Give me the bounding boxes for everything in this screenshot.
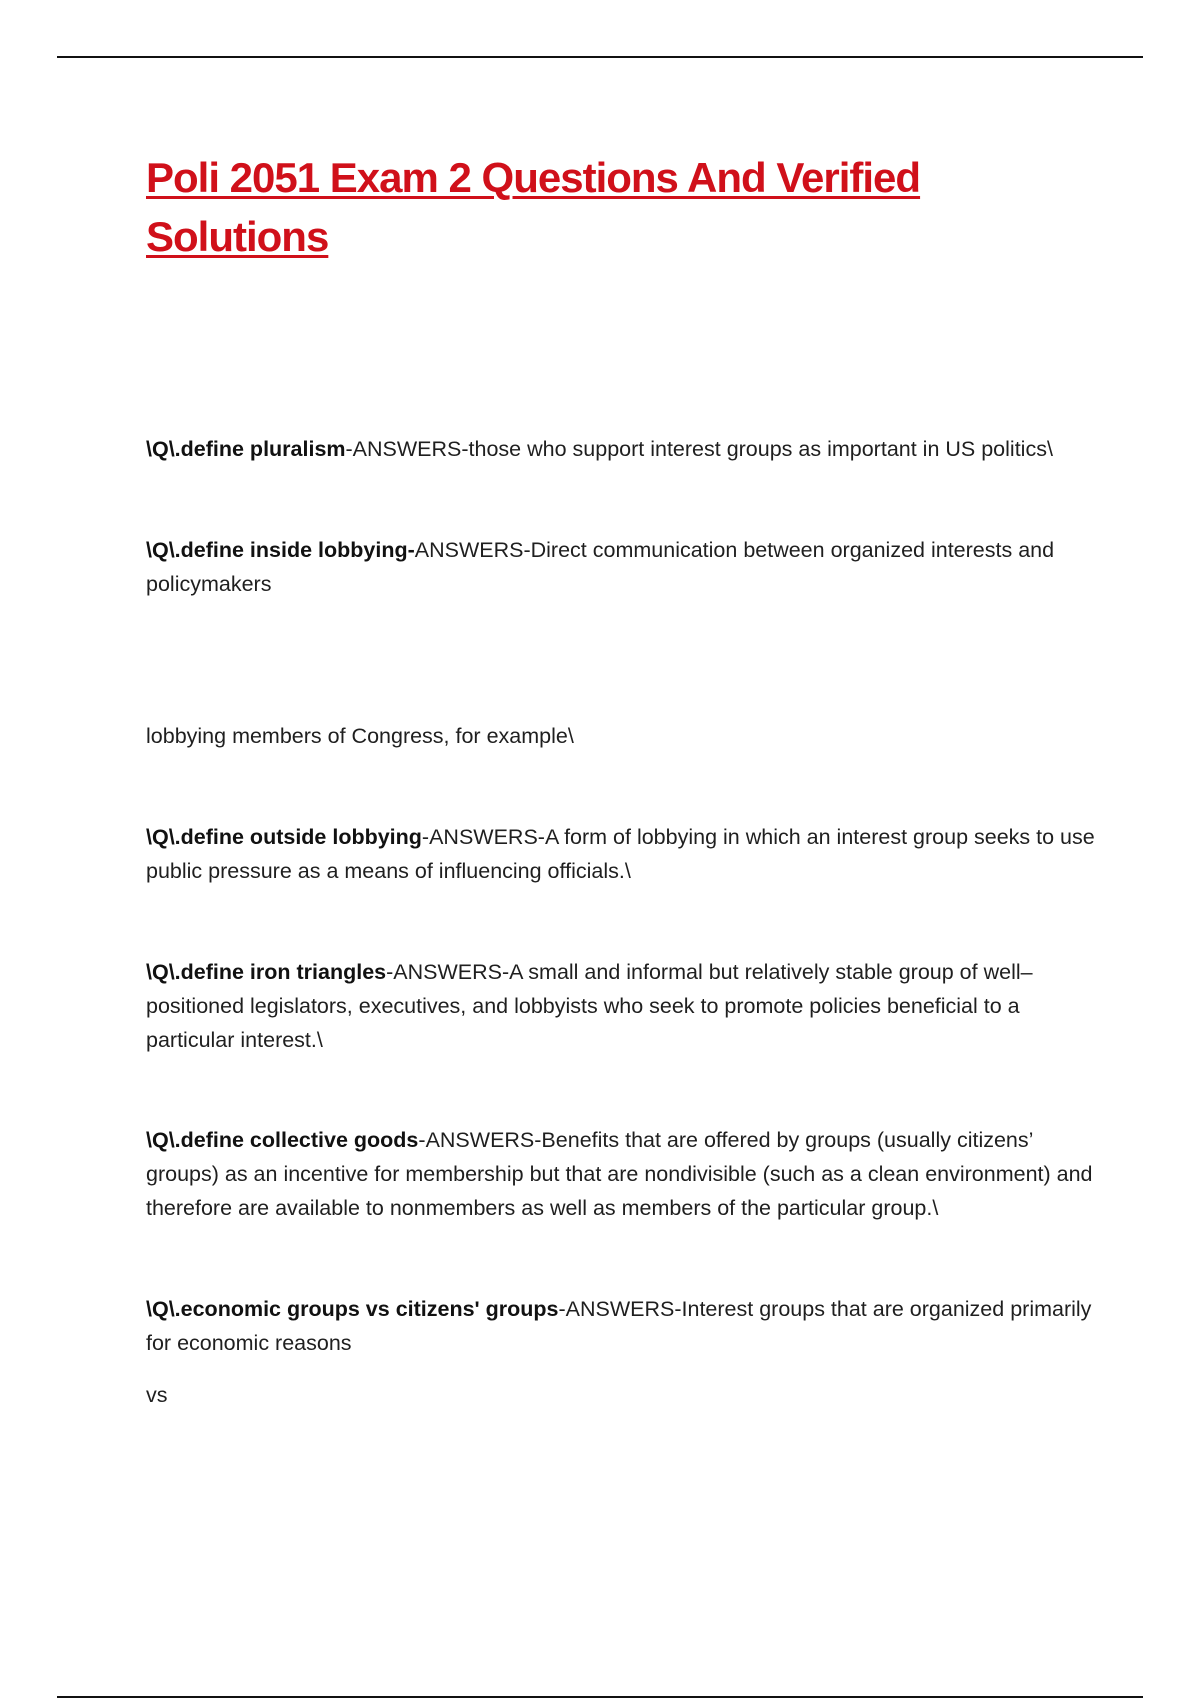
answer-text: -ANSWERS-A small and informal but relatively stable group of well–positioned legislators, executives, and lobbyists who seek to promote policies beneficial to a particular interest.\ xyxy=(146,960,1033,1052)
answer-text: ANSWERS-Direct communication between organized interests and policymakers xyxy=(146,538,1055,596)
bottom-rule xyxy=(57,1696,1143,1698)
question-label: \Q\.define outside lobbying xyxy=(146,825,422,849)
answer-text: -ANSWERS-A form of lobbying in which an interest group seeks to use public pressure as a means of influencing officials.\ xyxy=(146,825,1095,883)
qa-item-economic-vs-citizens-groups xyxy=(146,1292,1096,1360)
top-rule xyxy=(57,56,1143,58)
qa-item-inside-lobbying xyxy=(146,533,1096,601)
question-label: \Q\.define inside lobbying- xyxy=(146,538,415,562)
qa-item-outside-lobbying xyxy=(146,820,1096,888)
question-label: \Q\.define collective goods xyxy=(146,1128,419,1152)
question-label: \Q\.define iron triangles xyxy=(146,960,387,984)
answer-text: -ANSWERS-those who support interest groups as important in US politics\ xyxy=(345,437,1053,461)
qa-item-pluralism xyxy=(146,432,1096,466)
question-label: \Q\.define pluralism xyxy=(146,437,346,461)
question-label: \Q\.economic groups vs citizens' groups xyxy=(146,1297,559,1321)
answer-text: -ANSWERS-Interest groups that are organized primarily for economic reasons xyxy=(146,1297,1092,1355)
qa-item-iron-triangles xyxy=(146,955,1096,1057)
document-title: Poli 2051 Exam 2 Questions And Verified Solutions xyxy=(146,154,921,260)
qa-item-collective-goods xyxy=(146,1123,1096,1225)
answer-continuation: lobbying members of Congress, for example\ xyxy=(146,724,574,748)
answer-continuation: vs xyxy=(146,1383,168,1407)
answer-text: -ANSWERS-Benefits that are offered by groups (usually citizens’ groups) as an incentive for membership but that are nondivisible (such as a clean environment) and therefore are available to nonmembers as well as members of the particular group.\ xyxy=(146,1128,1093,1220)
